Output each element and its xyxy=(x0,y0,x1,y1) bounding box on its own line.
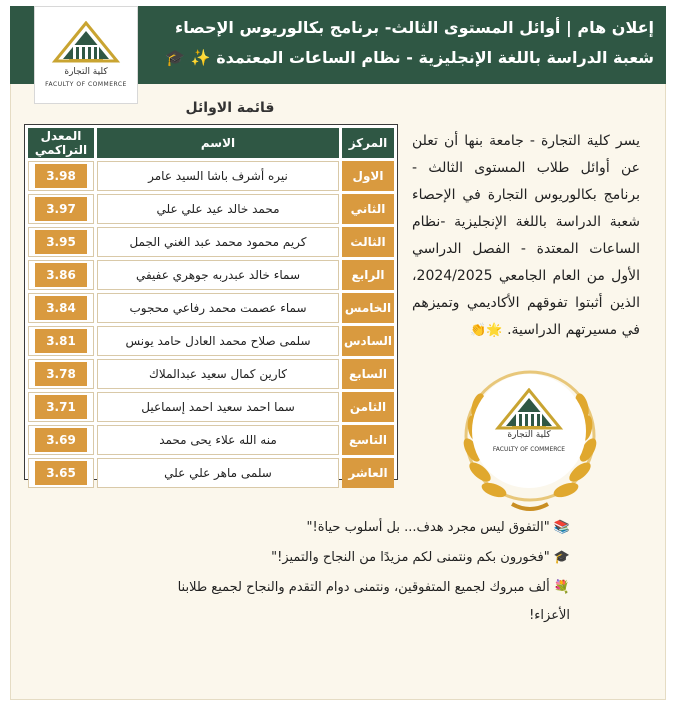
top-students-table xyxy=(24,124,398,480)
gpa-value: 3.65 xyxy=(35,461,87,485)
badge-arabic-text: كلية التجارة xyxy=(507,430,551,440)
quote-1: 📚 "التفوق ليس مجرد هدف... بل أسلوب حياة!" xyxy=(306,520,570,535)
name-cell: سماء عصمت محمد رفاعي محجوب xyxy=(97,293,339,323)
rank-cell: الاول xyxy=(342,161,394,191)
quote-3: 💐 ألف مبروك لجميع المتفوقين، ونتمنى دوام التقدم والنجاح لجميع طلابنا xyxy=(177,580,570,595)
rank-cell: السادس xyxy=(342,326,394,356)
table-row xyxy=(28,293,394,323)
name-cell: سماء خالد عبدربه جوهري عفيفي xyxy=(97,260,339,290)
gpa-value: 3.71 xyxy=(35,395,87,419)
header-rank: المركز xyxy=(342,128,394,158)
faculty-logo xyxy=(34,6,138,104)
table-header-row xyxy=(28,128,394,158)
name-cell: منه الله علاء يحى محمد xyxy=(97,425,339,455)
table-row xyxy=(28,194,394,224)
gpa-value: 3.81 xyxy=(35,329,87,353)
rank-cell: الثاني xyxy=(342,194,394,224)
building-emblem-icon xyxy=(51,21,121,67)
header-subtitle: شعبة الدراسة باللغة الإنجليزية - نظام الساعات المعتمدة ✨ 🎓 xyxy=(165,48,654,67)
gpa-cell xyxy=(28,161,94,191)
table-title: قائمة الاوائل xyxy=(185,100,275,116)
table-row xyxy=(28,326,394,356)
logo-arabic-text: كلية التجارة xyxy=(64,67,108,77)
gpa-value: 3.97 xyxy=(35,197,87,221)
table-row xyxy=(28,161,394,191)
rank-cell: الخامس xyxy=(342,293,394,323)
gpa-cell xyxy=(28,425,94,455)
table-row xyxy=(28,359,394,389)
rank-cell: التاسع xyxy=(342,425,394,455)
building-emblem-icon xyxy=(494,388,564,434)
table-row xyxy=(28,227,394,257)
name-cell: كارين كمال سعيد عبدالملاك xyxy=(97,359,339,389)
table-row xyxy=(28,260,394,290)
header-name: الاسم xyxy=(97,128,339,158)
rank-cell: الثامن xyxy=(342,392,394,422)
table-row xyxy=(28,392,394,422)
name-cell: كريم محمود محمد عبد الغني الجمل xyxy=(97,227,339,257)
gpa-cell xyxy=(28,326,94,356)
header-title: إعلان هام | أوائل المستوى الثالث- برنامج بكالوريوس الإحصاء xyxy=(175,18,654,37)
gpa-cell xyxy=(28,359,94,389)
gpa-cell xyxy=(28,194,94,224)
gpa-value: 3.69 xyxy=(35,428,87,452)
name-cell: نيره أشرف باشا السيد عامر xyxy=(97,161,339,191)
quote-4: الأعزاء! xyxy=(529,608,570,623)
header-gpa: المعدل التراكمي xyxy=(28,128,94,158)
gpa-value: 3.84 xyxy=(35,296,87,320)
gpa-cell xyxy=(28,227,94,257)
gpa-cell xyxy=(28,458,94,488)
announcement-paragraph xyxy=(412,128,640,344)
rank-cell: الثالث xyxy=(342,227,394,257)
gpa-value: 3.86 xyxy=(35,263,87,287)
table-row xyxy=(28,425,394,455)
name-cell: سلمى صلاح محمد العادل حامد يونس xyxy=(97,326,339,356)
logo-english-text: FACULTY OF COMMERCE xyxy=(45,81,127,88)
gpa-value: 3.78 xyxy=(35,362,87,386)
name-cell: محمد خالد عيد علي علي xyxy=(97,194,339,224)
gpa-cell xyxy=(28,293,94,323)
gpa-cell xyxy=(28,392,94,422)
name-cell: سما احمد سعيد احمد إسماعيل xyxy=(97,392,339,422)
rank-cell: الرابع xyxy=(342,260,394,290)
gpa-value: 3.98 xyxy=(35,164,87,188)
name-cell: سلمى ماهر علي علي xyxy=(97,458,339,488)
table-row xyxy=(28,458,394,488)
rank-cell: العاشر xyxy=(342,458,394,488)
gpa-value: 3.95 xyxy=(35,230,87,254)
quote-2: 🎓 "فخورون بكم ونتمنى لكم مزيدًا من النجاح والتميز!" xyxy=(271,550,570,565)
gpa-cell xyxy=(28,260,94,290)
rank-cell: السابع xyxy=(342,359,394,389)
celebration-emoji: 🌟👏 xyxy=(470,323,503,338)
announcement-text: يسر كلية التجارة - جامعة بنها أن تعلن عن أوائل طلاب المستوى الثالث - برنامج بكالوريوس التجارة في الإحصاء شعبة الدراسة باللغة الإنجليزية -نظام الساعات المعتدة - الفصل الدراسي الأول من العام الجامعي 2024/2025، الذين أثبتوا تفوقهم الأكاديمي وتميزهم في مسيرتهم الدراسية. xyxy=(412,133,640,338)
badge-english-text: FACULTY OF COMMERCE xyxy=(492,446,566,453)
